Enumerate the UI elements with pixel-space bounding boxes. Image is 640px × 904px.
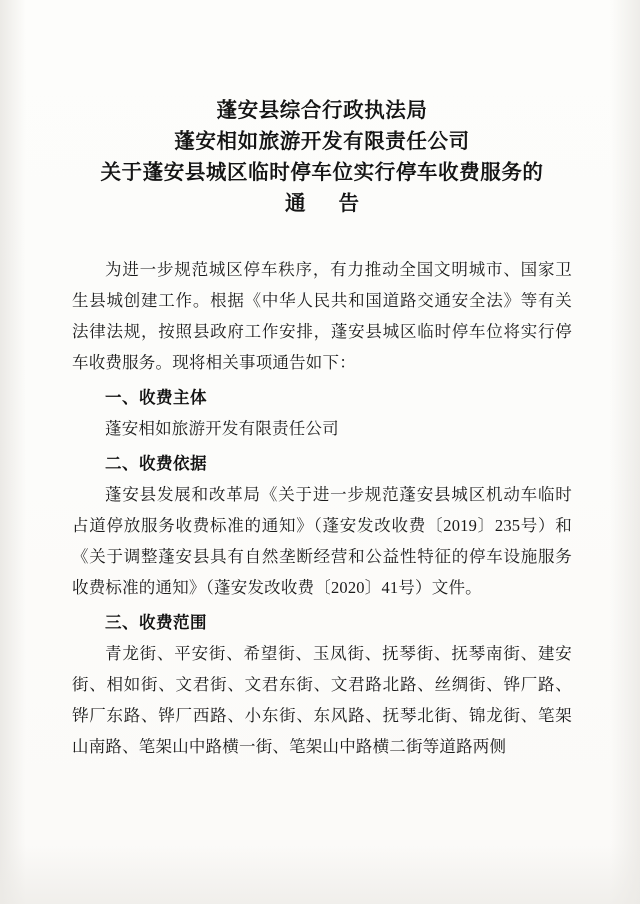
title-line-doctype: 通 告 — [284, 193, 374, 215]
section-body-2: 蓬安县发展和改革局《关于进一步规范蓬安县城区机动车临时占道停放服务收费标准的通知》（蓬安发改收费〔2019〕235号）和《关于调整蓬安县具有自然垄断经营和公益性特征的停车设施服务收费标准的通知》（蓬安发改收费〔2020〕41号）文件。 — [72, 485, 572, 597]
section-heading-3: 三、收费范围 — [105, 613, 207, 632]
scan-shadow-right — [610, 0, 640, 904]
title-line-subject: 关于蓬安县城区临时停车位实行停车收费服务的 — [100, 162, 544, 184]
section-heading-2: 二、收费依据 — [105, 454, 207, 473]
title-line-issuer-1: 蓬安县综合行政执法局 — [216, 100, 428, 122]
section-body-1: 蓬安相如旅游开发有限责任公司 — [105, 419, 339, 438]
paragraph-intro: 为进一步规范城区停车秩序，有力推动全国文明城市、国家卫生县城创建工作。根据《中华人民共和国道路交通安全法》等有关法律法规，按照县政府工作安排，蓬安县城区临时停车位将实行停车收费服务。现将相关事项通告如下： — [72, 260, 572, 372]
scan-shadow-left — [0, 0, 26, 904]
section-body-3: 青龙街、平安街、希望街、玉凤街、抚琴街、抚琴南街、建安街、相如街、文君街、文君东街、文君路北路、丝绸街、铧厂路、铧厂东路、铧厂西路、小东街、东风路、抚琴北街、锦龙街、笔架山南路、笔架山中路横一街、笔架山中路横二街等道路两侧 — [72, 644, 572, 756]
title-line-issuer-2: 蓬安相如旅游开发有限责任公司 — [174, 131, 470, 153]
document-title — [72, 96, 572, 220]
document-content — [72, 96, 572, 764]
section-heading-1: 一、收费主体 — [105, 388, 207, 407]
scan-shadow-bottom — [0, 844, 640, 904]
